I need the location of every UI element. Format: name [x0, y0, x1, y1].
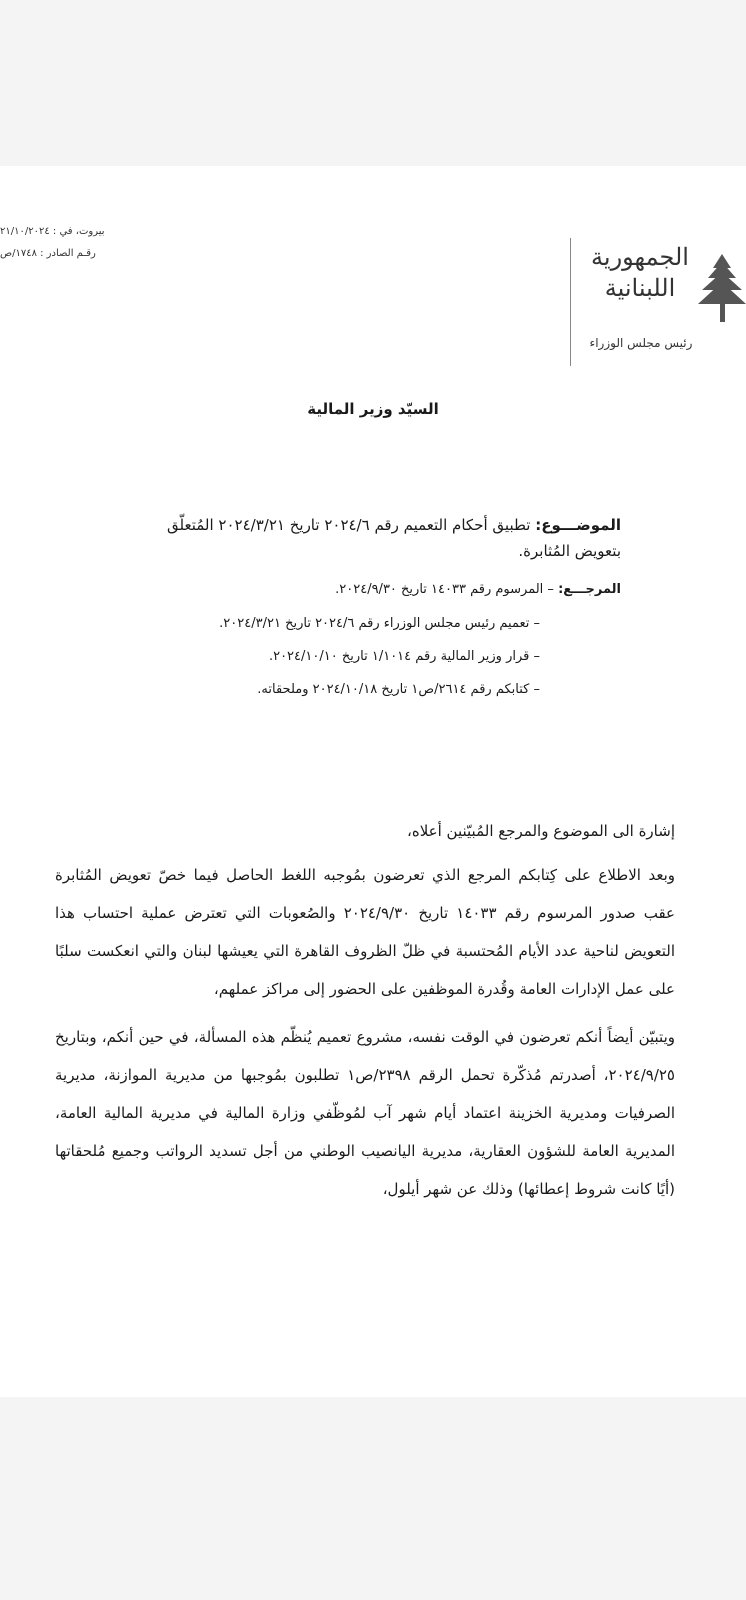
subject-continuation: بتعويض المُثابرة. [518, 542, 621, 560]
reference-item: – المرسوم رقم ١٤٠٣٣ تاريخ ٢٠٢٤/٩/٣٠. [335, 582, 554, 597]
reference-item: – كتابكم رقم ٢٦١٤/ص١ تاريخ ٢٠٢٤/١٠/١٨ وملحقاته. [257, 682, 540, 697]
subject-text: تطبيق أحكام التعميم رقم ٢٠٢٤/٦ تاريخ ٢٠٢٤/٣/٢١ المُتعلّق [167, 516, 531, 534]
logo-subtitle: رئيس مجلس الوزراء [589, 336, 693, 350]
reference-label: المرجـــع: [558, 582, 621, 597]
letter-meta [0, 221, 110, 265]
reference-item: – تعميم رئيس مجلس الوزراء رقم ٢٠٢٤/٦ تاريخ ٢٠٢٤/٣/٢١. [219, 616, 540, 631]
addressee: السيّد وزير المالية [307, 400, 439, 418]
letterhead-logo [570, 238, 746, 368]
subject-line [167, 509, 621, 541]
reference-item: – قرار وزير المالية رقم ١/١٠١٤ تاريخ ٢٠٢٤/١٠/١٠. [268, 649, 540, 664]
reference-line [335, 578, 621, 602]
body-paragraph: ويتبيّن أيضاً أنكم تعرضون في الوقت نفسه، مشروع تعميم يُنظّم هذه المسألة، في حين أنكم، وبتاريخ ٢٠٢٤/٩/٢٥، أصدرتم مُذكّرة تحمل الرقم ٢٣٩٨/ص١ تطلبون بمُوجبها من مديرية الموازنة، مديرية الصرفيات ومديرية الخزينة اعتماد أيام شهر آب لمُوظّفي وزارة المالية في مديرية المالية العامة، المديرية العامة للشؤون العقارية، مديرية اليانصيب الوطني من أجل تسديد الرواتب وجميع مُلحقاتها (أيًا كانت شروط إعطائها) وذلك عن شهر أيلول، [55, 1028, 675, 1198]
cedar-tree-icon [698, 252, 746, 324]
logo-title [578, 242, 702, 304]
logo-line-2: اللبنانية [604, 274, 676, 302]
place-date: بيروت، في : ٢١/١٠/٢٠٢٤ [0, 226, 105, 237]
bottom-margin-band [0, 1397, 746, 1600]
subject-label: الموضـــوع: [535, 516, 621, 534]
logo-line-1: الجمهورية [591, 243, 689, 271]
body-paragraph: وبعد الاطلاع على كِتابكم المرجع الذي تعرضون بمُوجبه اللغط الحاصل فيما خصّ تعويض المُثابرة عقب صدور المرسوم رقم ١٤٠٣٣ تاريخ ٢٠٢٤/٩/٣٠ والصُعوبات التي تعترض عملية احتساب هذا التعويض لناحية عدد الأيام المُحتسبة في ظلّ الظروف القاهرة التي يعيشها لبنان والتي انعكست سلبًا على عمل الإدارات العامة وقُدرة الموظفين على الحضور إلى مراكز عملهم، [55, 866, 676, 998]
outgoing-number: رقـم الصادر : ١٧٤٨/ص [0, 248, 96, 259]
top-margin-band [0, 0, 746, 166]
body-paragraph: إشارة الى الموضوع والمرجع المُبيّنين أعلاه، [407, 822, 675, 840]
logo-divider [570, 238, 571, 366]
